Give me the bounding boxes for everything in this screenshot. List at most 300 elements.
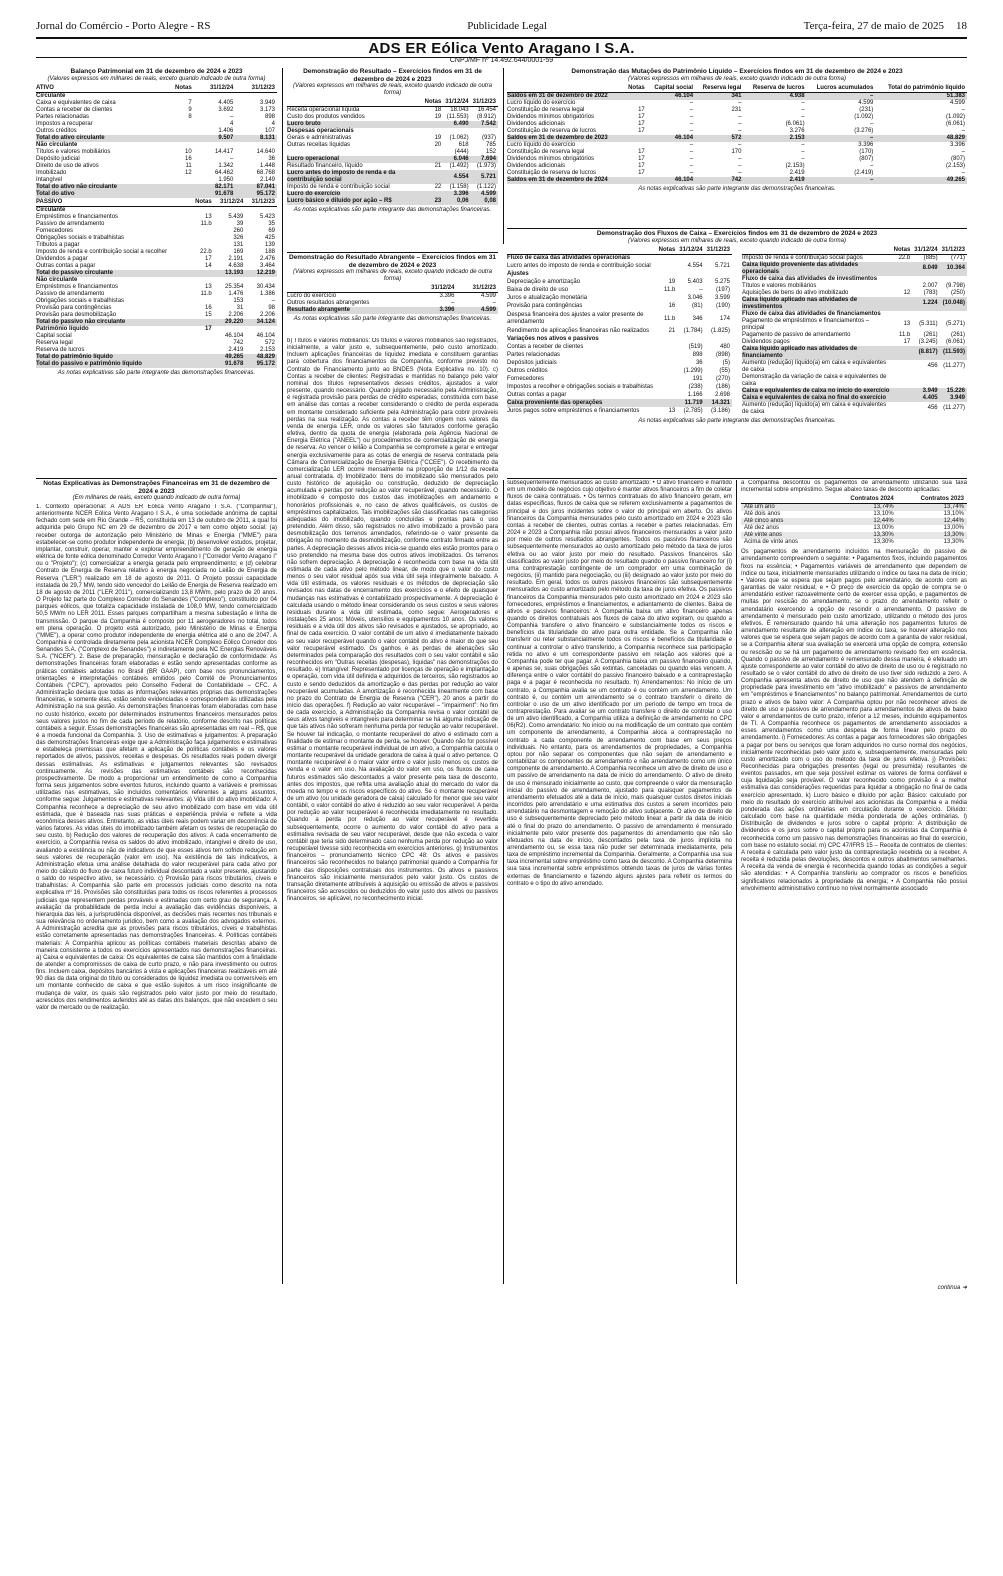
row-value: 1.342 [218,162,234,169]
row-label: Outros créditos [36,127,77,134]
row-value: 3.173 [259,106,275,113]
table-row [36,114,277,121]
row-value: – [689,113,694,120]
row-value [423,170,444,184]
table-row [36,156,277,163]
row-value: 17 [638,106,645,113]
row-value: (444) [454,149,469,156]
masthead [36,18,967,34]
table-row [741,511,967,518]
row-value [657,263,678,271]
table-row [287,114,498,121]
row-value: 1.448 [259,162,275,169]
row-value: 3.949 [912,388,939,395]
table-row [507,149,967,156]
table-row [507,271,732,279]
row-value [892,311,913,318]
table-row [742,311,967,318]
row-value: – [801,141,805,148]
row-value: 13,10% [873,511,894,518]
row-value: 39 [236,220,244,227]
row-value: (3.276) [854,127,874,134]
row-value: (11.277) [943,363,965,370]
row-value: 2.206 [228,311,244,318]
table-row [287,142,498,149]
row-label: Caixa líquido aplicado nas atividades de investimentos [742,297,892,311]
row-value: 13,74% [826,504,896,512]
table-row [507,311,732,327]
row-value: 231 [731,106,742,113]
row-value: 4.599 [858,99,874,106]
table-row [36,340,277,347]
cashflow-header [507,247,732,255]
header-cell: ATIVO [36,85,162,93]
column-divider [503,68,504,244]
table-row [507,343,732,351]
row-value: – [689,127,694,134]
row-label: Reserva de lucros [36,346,85,353]
table-row [507,114,967,121]
row-value: 8.131 [235,135,277,142]
row-value: 4.554 [443,170,470,184]
row-value: 152 [485,149,496,156]
row-value: 139 [264,241,275,248]
row-label: Impostos a recolher e obrigações sociais e trabalhistas [507,383,654,390]
table-row [36,228,277,235]
newspaper-name: Jornal do Comércio - Porto Alegre - RS [36,20,211,32]
row-label: Partes relacionadas [507,351,561,358]
table-row [287,300,498,307]
row-value [190,354,214,361]
table-row [742,332,967,339]
row-label: Outras contas a pagar [507,391,567,398]
liabilities-header [36,199,277,207]
table-row [507,407,732,415]
comprehensive-subtitle: (Valores expressos em milhares de reais, exceto quando indicado de outra forma) [293,269,492,283]
row-value: (898) [715,351,730,358]
row-value: 48.829 [875,135,967,142]
row-value: (9.798) [945,282,965,289]
row-value: (11.277) [943,405,965,412]
row-value: – [807,177,876,184]
row-label: Fluxo de caixa das atividades operacionais [507,255,631,262]
row-value: 5.721 [471,170,498,184]
row-value [892,262,913,276]
column-divider [736,480,737,1284]
table-row [507,156,967,163]
header-cell: 31/12/24 [194,85,236,93]
row-value: 174 [719,315,730,322]
table-row [36,277,277,284]
row-value: 17 [638,120,645,127]
row-value: 29.220 [214,319,246,326]
row-value: 19 [434,114,442,121]
row-value: 7.694 [471,156,498,163]
row-label: Outras contas a pagar [36,262,96,269]
row-value: (1.092) [945,113,965,120]
table-row [287,135,498,142]
row-value: 4 [229,120,234,127]
header-cell [507,247,657,255]
row-value [162,121,193,128]
row-label: Empréstimos e financiamentos [36,283,119,290]
row-value: 23 [423,198,444,205]
row-value: – [869,162,874,169]
table-row [507,177,967,184]
table-row [507,107,967,114]
table-row [507,279,732,287]
balance-sheet [36,68,277,488]
row-value: 131 [233,241,244,248]
row-value: – [807,92,876,100]
cashflow-statement [507,230,967,478]
row-value: 14.417 [214,148,234,155]
comprehensive-header [287,285,498,293]
header-cell: Notas [190,199,214,207]
notes-text: Os pagamentos de arrendamento incluídos na mensuração do passivo de arrendamento compreendem o seguinte: • Pagamentos fixos, incluindo pagamentos fixos na essência; • Pagamentos variáveis de arrendamento que dependem de índice ou taxa, inicialmente mensurados utilizando o índice ou taxa na data de início; • Valores que se espera que sejam pagos pelo arrendatário, de acordo com as garantias de valor residual; e • O preço de exercício da opção de compra se o arrendatário estiver razoavelmente certo de exercer essa opção, e pagamentos de multas por rescisão do arrendamento, se o prazo do arrendamento refletir o arrendatário exercendo a opção de rescindir o arrendamento. O passivo de arrendamento é mensurado pelo custo amortizado, utilizando o método dos juros efetivos. É remensurado quando há uma alteração nos pagamentos futuros de arrendamento resultante de alteração em índice ou taxa, se houver alteração nos valores que se espera que sejam pagos de acordo com a garantia de valor residual, se a Companhia alterar sua avaliação se exercerá uma opção de compra, extensão ou rescisão ou se há um pagamento de arrendamento revisado fixo em essência. Quando o passivo de arrendamento é remensurado dessa maneira, é efetuado um ajuste correspondente ao valor contábil do ativo de direito de uso ou é registrado no resultado se o valor contábil do ativo de direito de uso tiver sido reduzido a zero. A Companhia apresenta ativos de direito de uso que não atendem à definição de propriedade para investimento em "ativo imobilizado" e passivos de arrendamento em "empréstimos e financiamentos" no balanço patrimonial. Arrendamentos de curto prazo e ativos de baixo valor: A Companhia optou por não reconhecer ativos de direito de uso e passivos de arrendamento para arrendamentos de ativos de baixo valor e arrendamentos de curto prazo, inferior a 12 meses, incluindo equipamentos de TI. A Companhia reconhece os pagamentos de arrendamento associados a esses arrendamentos como uma despesa de forma linear pelo prazo do arrendamento. i) Fornecedores: As contas a pagar aos fornecedores são obrigações a pagar por bens ou serviços que foram adquiridos no curso normal dos negócios, inicialmente reconhecidas pelo valor justo e, subsequentemente, mensuradas pelo custo amortizado com o uso do método da taxa de juros efetiva. j) Provisões: Reconhecidas para obrigações presentes (legal ou presumida) resultantes de eventos passados, em que seja possível estimar os valores de forma confiável e cuja liquidação seja provável. O valor reconhecido como provisão é a melhor estimativa das considerações requeridas para liquidar a obrigação no final de cada exercício apresentado. k) Lucro básico e diluído por ação: Básico: calculado por meio do resultado do exercício atribuível aos acionistas da Companhia e a média ponderada das ações ordinárias em circulação durante o exercício. Diluído: calculado com base na quantidade média ponderada de ações ordinárias. l) Distribuição de dividendos e juros sobre o capital próprio: A distribuição de dividendos e os juros sobre o capital próprio para os acionistas da Companhia é reconhecida como um passivo nas demonstrações financeiras ao final do exercício, com base no estatuto social. m) CPC 47/IFRS 15 – Receita de contratos de clientes: A receita é calculada pelo valor justo da contraprestação recebida ou a receber. A receita é reduzida pelas devoluções, descontos e outros abatimentos semelhantes. A receita da venda de energia é reconhecida quando todas as condições a seguir são atendidas: • A Companhia transferiu ao comprador os riscos e benefícios significativos relacionados à propriedade da energia; • A Companhia não possui envolvimento administrativo contínuo no nível normalmente associado [741,549,967,892]
row-label: Contas a receber de clientes [507,343,584,350]
equity-statement [507,68,967,223]
row-value: 9.507 [194,135,236,142]
table-row [36,284,277,291]
equity-header [507,85,967,93]
row-value: 14.321 [705,399,732,407]
row-value: 10 [185,148,192,155]
row-value [214,277,246,284]
table-row [287,191,498,198]
table-row [36,100,277,107]
table-row [287,149,498,156]
row-value: (8.817) [912,346,939,360]
row-value: – [689,141,694,148]
row-value: 13,30% [873,539,894,546]
row-label: Demonstração da variação de caixa e equivalentes de caixa [742,373,887,387]
row-value: 6.490 [443,121,470,128]
header-cell: Capital social [647,85,695,93]
row-value: (261) [950,331,965,338]
row-value: 19 [668,279,676,286]
row-value: 11.b [200,290,212,297]
row-value: (270) [715,375,730,382]
table-row [36,312,277,319]
row-value [623,135,646,142]
row-value [162,142,193,149]
row-value: (190) [715,303,730,310]
row-value [657,295,678,303]
row-value [443,128,470,135]
row-label: Capital social [36,332,72,339]
row-value: (1.092) [854,113,874,120]
header-cell: 31/12/24 [415,285,456,293]
row-value: (11.553) [446,114,469,121]
row-value: 17 [638,148,645,155]
header-cell: 31/12/24 [445,99,469,106]
assets-table [36,85,277,198]
row-label: Custo dos produtos vendidos [287,114,365,121]
header-cell: 31/12/23 [245,199,277,207]
cashflow-title: Demonstração dos Fluxos de Caixa – Exercícios findos em 31 de dezembro de 2024 e 2023 [596,230,878,237]
row-label: Despesa financeira dos ajustes a valor presente de arrendamento [507,312,644,326]
row-value: 1.406 [218,127,234,134]
table-row [287,128,498,135]
row-value [423,191,444,198]
row-value [190,319,214,326]
row-value: – [271,297,275,304]
row-value: 36 [695,359,703,366]
row-label: Dividendos adicionais [507,162,566,169]
row-value: 1.224 [912,297,939,311]
table-row [507,399,732,407]
row-label: Depreciação e amortização [507,279,581,286]
row-value: – [801,99,805,106]
income-header [287,99,498,107]
row-value: 49.265 [214,354,246,361]
table-row [287,184,498,191]
company-title-bar [36,37,967,58]
row-value: 785 [485,142,496,149]
row-value: (937) [481,135,496,142]
row-value: 68.768 [256,169,275,176]
row-value: – [801,106,805,113]
row-value: 12,44% [826,518,896,525]
table-row [507,163,967,170]
row-value: 11.b [200,220,212,227]
table-row [287,293,498,301]
row-label: Dividendos mínimos obrigatórios [507,113,595,120]
row-value: 2.476 [259,255,275,262]
row-label: Total do passivo circulante [36,270,190,277]
table-row [507,92,967,100]
header-cell [742,247,892,255]
row-value: 13 [205,213,212,220]
row-value: – [807,135,876,142]
row-value: 11.b [899,331,911,338]
row-label: Provisão para contingências [36,304,112,311]
row-value: 7 [188,99,192,106]
table-row [742,276,967,283]
row-value: 13,30% [897,532,967,539]
header-cell: 31/12/23 [235,85,277,93]
row-value: 0,06 [443,198,470,205]
row-label: Obrigações sociais e trabalhistas [36,297,125,304]
row-value [471,128,498,135]
row-value [657,343,678,351]
row-value: 95.172 [235,191,277,198]
row-value [214,326,246,333]
row-value: – [689,99,694,106]
cashflow-operating-table [507,247,732,416]
table-row [36,191,277,198]
row-value: 51.383 [875,92,967,100]
row-value: (186) [715,383,730,390]
row-value: 16 [205,304,212,311]
table-row [36,256,277,263]
row-label: Gerais e administrativas [287,135,352,142]
row-value: 456 [927,363,938,370]
row-label: Fornecedores [507,375,545,382]
row-value [892,276,913,283]
row-value: 17 [638,113,645,120]
row-value: 30.434 [256,283,275,290]
row-value: – [801,155,805,162]
row-value [190,206,214,214]
row-label: Dividendos mínimos obrigatórios [507,155,595,162]
row-value: 5.403 [687,279,703,286]
row-label: Até vinte anos [741,532,826,539]
table-row [741,518,967,525]
row-value: 4.405 [912,395,939,402]
table-row [507,383,732,391]
rates-header [741,496,967,504]
row-value: 898 [692,351,703,358]
row-value: 572 [264,339,275,346]
header-cell: 31/12/23 [472,99,496,106]
table-row [507,254,732,263]
row-value: (1.492) [449,163,469,170]
row-value [657,359,678,367]
row-label: Títulos e valores mobiliários [742,282,817,289]
row-value: 21 [668,327,676,334]
table-row [742,318,967,332]
row-value: 13,30% [826,532,896,539]
row-label: Imposto de renda e contribuição social a recolher [36,248,168,255]
section-divider [507,478,967,479]
row-value: 49.265 [875,177,967,184]
continued-marker: continua ➜ [937,1285,967,1291]
row-value: – [738,127,742,134]
row-value: 898 [264,113,275,120]
row-label: Impostos a recuperar [36,120,93,127]
table-row [36,305,277,312]
row-label: Até um ano [741,504,826,512]
row-value: 107 [264,127,275,134]
table-row [36,142,277,149]
table-row [36,184,277,191]
row-value: 4.599 [949,99,965,106]
row-value: 2.698 [714,391,730,398]
row-value [892,360,913,374]
row-label: Total do ativo [36,191,162,198]
publication-date: Terça-feira, 27 de maio de 2025 [803,20,944,32]
row-value [162,177,193,184]
row-value [245,277,277,284]
table-row [741,525,967,532]
header-cell [741,496,826,504]
table-row [36,235,277,242]
row-value [194,92,236,100]
liabilities-table [36,199,277,368]
row-value: 2.149 [259,176,275,183]
row-label: Circulante [36,92,66,99]
balance-note: As notas explicativas são parte integrante das demonstrações financeiras. [57,369,256,376]
row-value: 13 [668,408,676,415]
row-value: (771) [950,254,965,261]
row-value: 2.419 [743,177,806,184]
row-label: Caixa e equivalentes de caixa no final do exercício [742,395,892,402]
row-value: 17 [638,162,645,169]
row-label: Caixa líquido aplicado nas atividades de financiamento [742,346,892,360]
row-value [940,374,967,388]
row-value: 346 [692,315,703,322]
row-label: Passivo de arrendamento [36,220,105,227]
table-row [742,388,967,395]
row-value: – [689,169,694,176]
row-value: 13,74% [897,504,967,512]
row-value: 3.949 [259,99,275,106]
row-value [190,333,214,340]
row-value: 35 [268,220,275,227]
row-label: Direito de uso de ativos [36,162,99,169]
row-value: 1.166 [687,391,703,398]
table-row [741,532,967,539]
row-value: 17 [903,338,911,345]
row-value: 16 [185,155,192,162]
row-value [190,270,214,277]
company-name: ADS ER Eólica Vento Aragano I S.A. [368,39,635,57]
row-label: Obrigações sociais e trabalhistas [36,234,125,241]
row-value: 17 [638,127,645,134]
table-row [507,121,967,128]
table-row [36,121,277,128]
header-cell: PASSIVO [36,199,190,207]
comprehensive-note: As notas explicativas são parte integrante das demonstrações financeiras. [293,316,492,323]
row-value [190,347,214,354]
row-value: 34.124 [245,319,277,326]
row-value: 98 [268,304,275,311]
table-row [507,287,732,295]
row-value: 15 [205,311,212,318]
row-value: – [689,148,694,155]
table-row [36,149,277,156]
table-row [36,170,277,177]
row-value [214,206,246,214]
row-value: 618 [458,142,469,149]
row-value [657,399,678,407]
row-label: Fluxo de caixa das atividades de investimentos [742,275,878,282]
row-label: Lucro bruto [287,121,423,128]
table-row [36,128,277,135]
table-row [36,298,277,305]
row-label: Empréstimos e financiamentos [36,213,119,220]
row-value: 17 [638,155,645,162]
row-value: (2.419) [854,169,874,176]
row-value: (81) [691,303,703,310]
row-value [245,326,277,333]
header-cell: 31/12/23 [941,246,965,253]
header-cell: Notas [893,246,911,253]
table-row [36,319,277,326]
row-value: 17 [638,169,645,176]
row-label: Dividendos adicionais [507,120,566,127]
row-value: 742 [695,177,743,184]
row-value: 10.364 [940,262,967,276]
table-row [507,263,732,271]
row-value: – [689,155,694,162]
row-value: 46.104 [647,177,695,184]
row-label: Outras receitas líquidas [287,142,351,149]
row-label: Lucro antes do imposto de renda e contribuição social [507,263,651,270]
table-row [36,107,277,114]
row-value [235,92,277,100]
row-value: (238) [688,383,703,390]
row-value: 1.476 [228,290,244,297]
table-row [287,121,498,128]
comprehensive-income [287,254,498,334]
header-cell: Lucros acumulados [807,85,876,93]
balance-sheet-subtitle: (Valores expressos em milhares de reais, exceto quando indicado de outra forma) [47,75,266,82]
row-value: 2.419 [228,346,244,353]
row-label: Total do ativo circulante [36,135,162,142]
